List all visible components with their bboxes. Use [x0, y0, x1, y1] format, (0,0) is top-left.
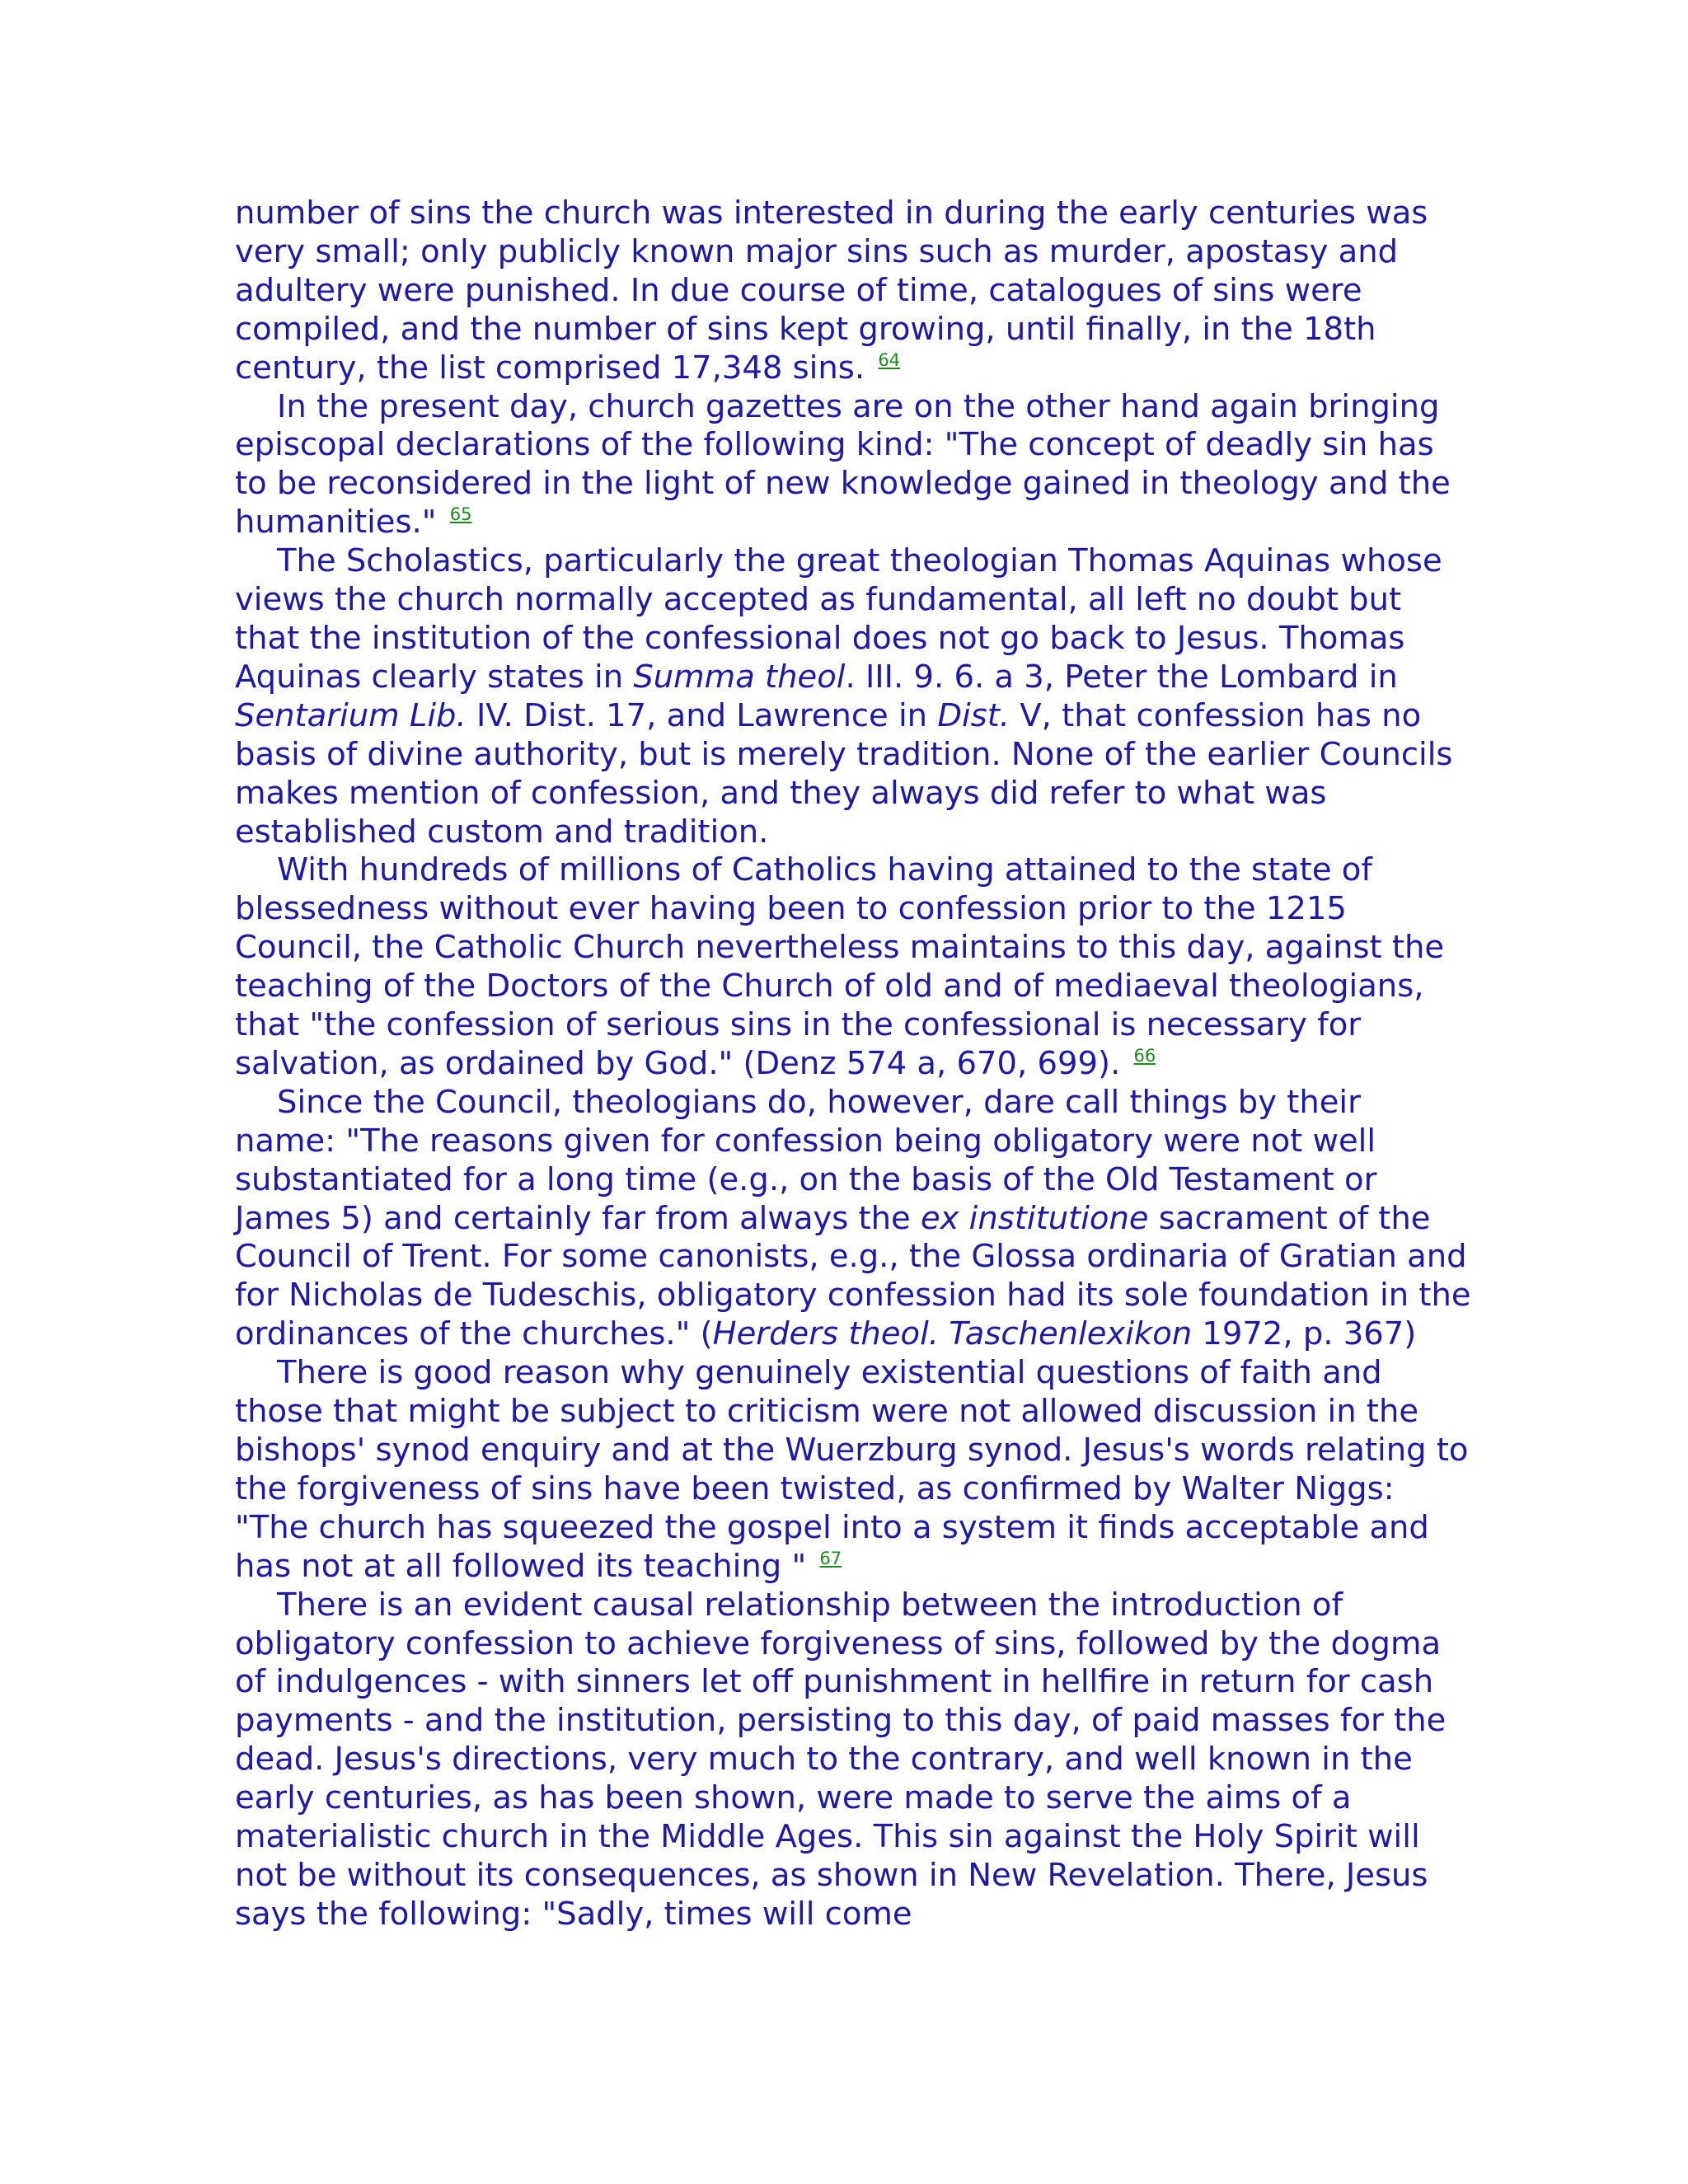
text-run: V, that confession has no basis of divine authority, but is merely tradition. None of the earlier Councils makes mention of confession, and they always did refer to what was established custom and tradition.: [235, 696, 1453, 851]
text-run: IV. Dist. 17, and Lawrence in: [466, 696, 938, 734]
text-run: There is an evident causal relationship between the introduction of obligatory confession to achieve forgiveness of sins, followed by the dogma of indulgences - with sinners let off punishment in hellfire in return for cash payments - and the institution, persisting to this day, of paid masses for the dead. Jesus's directions, very much to the contrary, and well known in the early centuries, as has been shown, were made to serve the aims of a materialistic church in the Middle Ages. This sin against the Holy Spirit will not be without its consequences, as shown in New Revelation. There, Jesus says the following: "Sadly, times will come: [235, 1586, 1447, 1933]
italic-text: Sentarium Lib.: [235, 696, 467, 734]
text-run: In the present day, church gazettes are on the other hand again bringing episcopal declarations of the following kind: "The concept of deadly sin has to be reconsidered in the light of new knowledge gained in theology and the humanities.": [235, 387, 1451, 541]
footnote-link[interactable]: 65: [449, 504, 472, 525]
paragraph: [235, 1354, 1471, 1586]
paragraph: [235, 542, 1471, 851]
document-body: [235, 194, 1471, 1934]
text-run: sacrament of the Council of Trent. For some canonists, e.g., the Glossa ordinaria of Gratian and for Nicholas de Tudeschis, obligatory confession had its sole foundation in the ordinances of the churches." (: [235, 1199, 1471, 1353]
italic-text: Herders theol. Taschenlexikon: [712, 1315, 1193, 1353]
paragraph: [235, 388, 1471, 543]
text-run: With hundreds of millions of Catholics having attained to the state of blessedness without ever having been to confession prior to the 1215 Council, the Catholic Church nevertheless maintains to this day, against the teaching of the Doctors of the Church of old and of mediaeval theologians, that "the confession of serious sins in the confessional is necessary for salvation, as ordained by God." (Denz 574 a, 670, 699).: [235, 851, 1445, 1082]
text-run: 1972, p. 367): [1192, 1315, 1417, 1353]
italic-text: Dist.: [937, 696, 1010, 734]
text-run: The Scholastics, particularly the great theologian Thomas Aquinas whose views the church normally accepted as fundamental, all left no doubt but that the institution of the confessional does not go back to Jesus. Thomas Aquinas clearly states in: [235, 542, 1442, 696]
paragraph: [235, 194, 1471, 388]
paragraph: [235, 1586, 1471, 1934]
footnote-link[interactable]: 64: [878, 349, 901, 370]
text-run: Since the Council, theologians do, however, dare call things by their name: "The reasons given for confession being obligatory were not well substantiated for a long time (e.g., on the basis of the Old Testament or James 5) and certainly far from always the: [235, 1083, 1377, 1237]
italic-text: Summa theol: [633, 658, 846, 696]
text-run: number of sins the church was interested in during the early centuries was very small; only publicly known major sins such as murder, apostasy and adultery were punished. In due course of time, catalogues of sins were compiled, and the number of sins kept growing, until finally, in the 18th century, the list comprised 17,348 sins.: [235, 194, 1428, 387]
text-run: . III. 9. 6. a 3, Peter the Lombard in: [845, 658, 1398, 696]
text-run: There is good reason why genuinely existential questions of faith and those that might be subject to criticism were not allowed discussion in the bishops' synod enquiry and at the Wuerzburg synod. Jesus's words relating to the forgiveness of sins have been twisted, as confirmed by Walter Niggs: "The church has squeezed the gospel into a system it finds acceptable and has not at all followed its teaching ": [235, 1354, 1469, 1585]
paragraph: [235, 851, 1471, 1083]
footnote-link[interactable]: 67: [819, 1548, 842, 1568]
paragraph: [235, 1084, 1471, 1354]
footnote-link[interactable]: 66: [1133, 1045, 1156, 1066]
italic-text: ex institutione: [920, 1199, 1149, 1237]
